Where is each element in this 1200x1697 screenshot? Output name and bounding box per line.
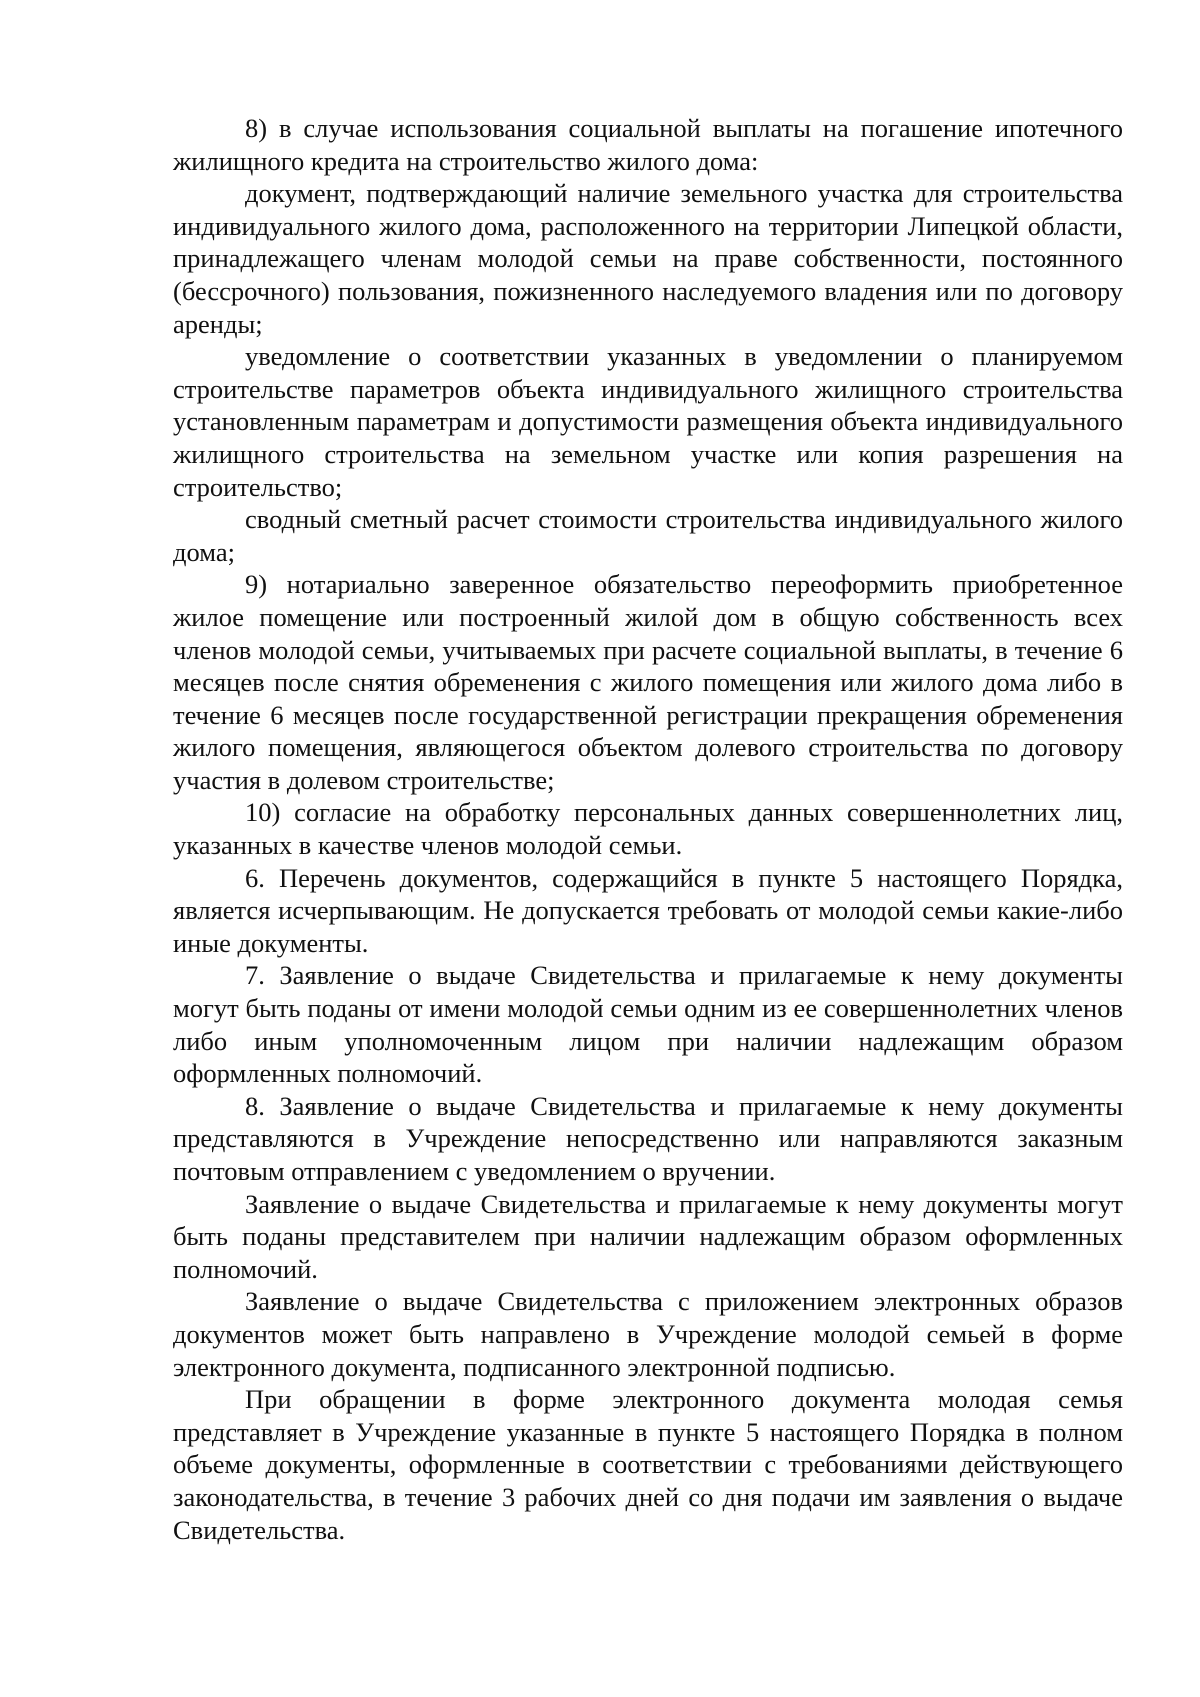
paragraph-item-8: 8) в случае использования социальной выплаты на погашение ипотечного жилищного кредита на строительство жилого дома: <box>173 113 1123 176</box>
paragraph-item-10: 10) согласие на обработку персональных данных совершеннолетних лиц, указанных в качестве членов молодой семьи. <box>173 797 1123 861</box>
paragraph-item-9: 9) нотариально заверенное обязательство переоформить приобретенное жилое помещение или построенный жилой дом в общую собственность всех членов молодой семьи, учитываемых при расчете социальной выплаты, в течение 6 месяцев после снятия обременения с жилого помещения или жилого дома либо в течение 6 месяцев после государственной регистрации прекращения обременения жилого помещения, являющегося объектом долевого строительства по договору участия в долевом строительстве; <box>173 569 1123 795</box>
paragraph-land-document: документ, подтверждающий наличие земельного участка для строительства индивидуального жилого дома, расположенного на территории Липецкой области, принадлежащего членам молодой семьи на праве собственности, постоянного (бессрочного) пользования, пожизненного наследуемого владения или по договору аренды; <box>173 178 1123 339</box>
paragraph-representative: Заявление о выдаче Свидетельства и прилагаемые к нему документы могут быть поданы представителем при наличии надлежащим образом оформленных полномочий. <box>173 1188 1123 1284</box>
paragraph-construction-notice: уведомление о соответствии указанных в уведомлении о планируемом строительстве параметров объекта индивидуального жилищного строительства установленным параметрам и допустимости размещения объекта индивидуального жилищного строительства на земельном участке или копия разрешения на строительство; <box>173 341 1123 502</box>
paragraph-electronic-documents: При обращении в форме электронного документа молодая семья представляет в Учреждение указанные в пункте 5 настоящего Порядка в полном объеме документы, оформленные в соответствии с требованиями действующего законодательства, в течение 3 рабочих дней со дня подачи им заявления о выдаче Свидетельства. <box>173 1384 1123 1545</box>
paragraph-clause-7: 7. Заявление о выдаче Свидетельства и прилагаемые к нему документы могут быть поданы от имени молодой семьи одним из ее совершеннолетних членов либо иным уполномоченным лицом при наличии надлежащим образом оформленных полномочий. <box>173 960 1123 1089</box>
paragraph-electronic-submission: Заявление о выдаче Свидетельства с приложением электронных образов документов может быть направлено в Учреждение молодой семьей в форме электронного документа, подписанного электронной подписью. <box>173 1286 1123 1382</box>
paragraph-clause-6: 6. Перечень документов, содержащийся в пункте 5 настоящего Порядка, является исчерпывающим. Не допускается требовать от молодой семьи какие-либо иные документы. <box>173 862 1123 958</box>
document-page <box>173 112 1123 1546</box>
paragraph-cost-estimate: сводный сметный расчет стоимости строительства индивидуального жилого дома; <box>173 504 1123 567</box>
paragraph-clause-8: 8. Заявление о выдаче Свидетельства и прилагаемые к нему документы представляются в Учреждение непосредственно или направляются заказным почтовым отправлением с уведомлением о вручении. <box>173 1090 1123 1186</box>
